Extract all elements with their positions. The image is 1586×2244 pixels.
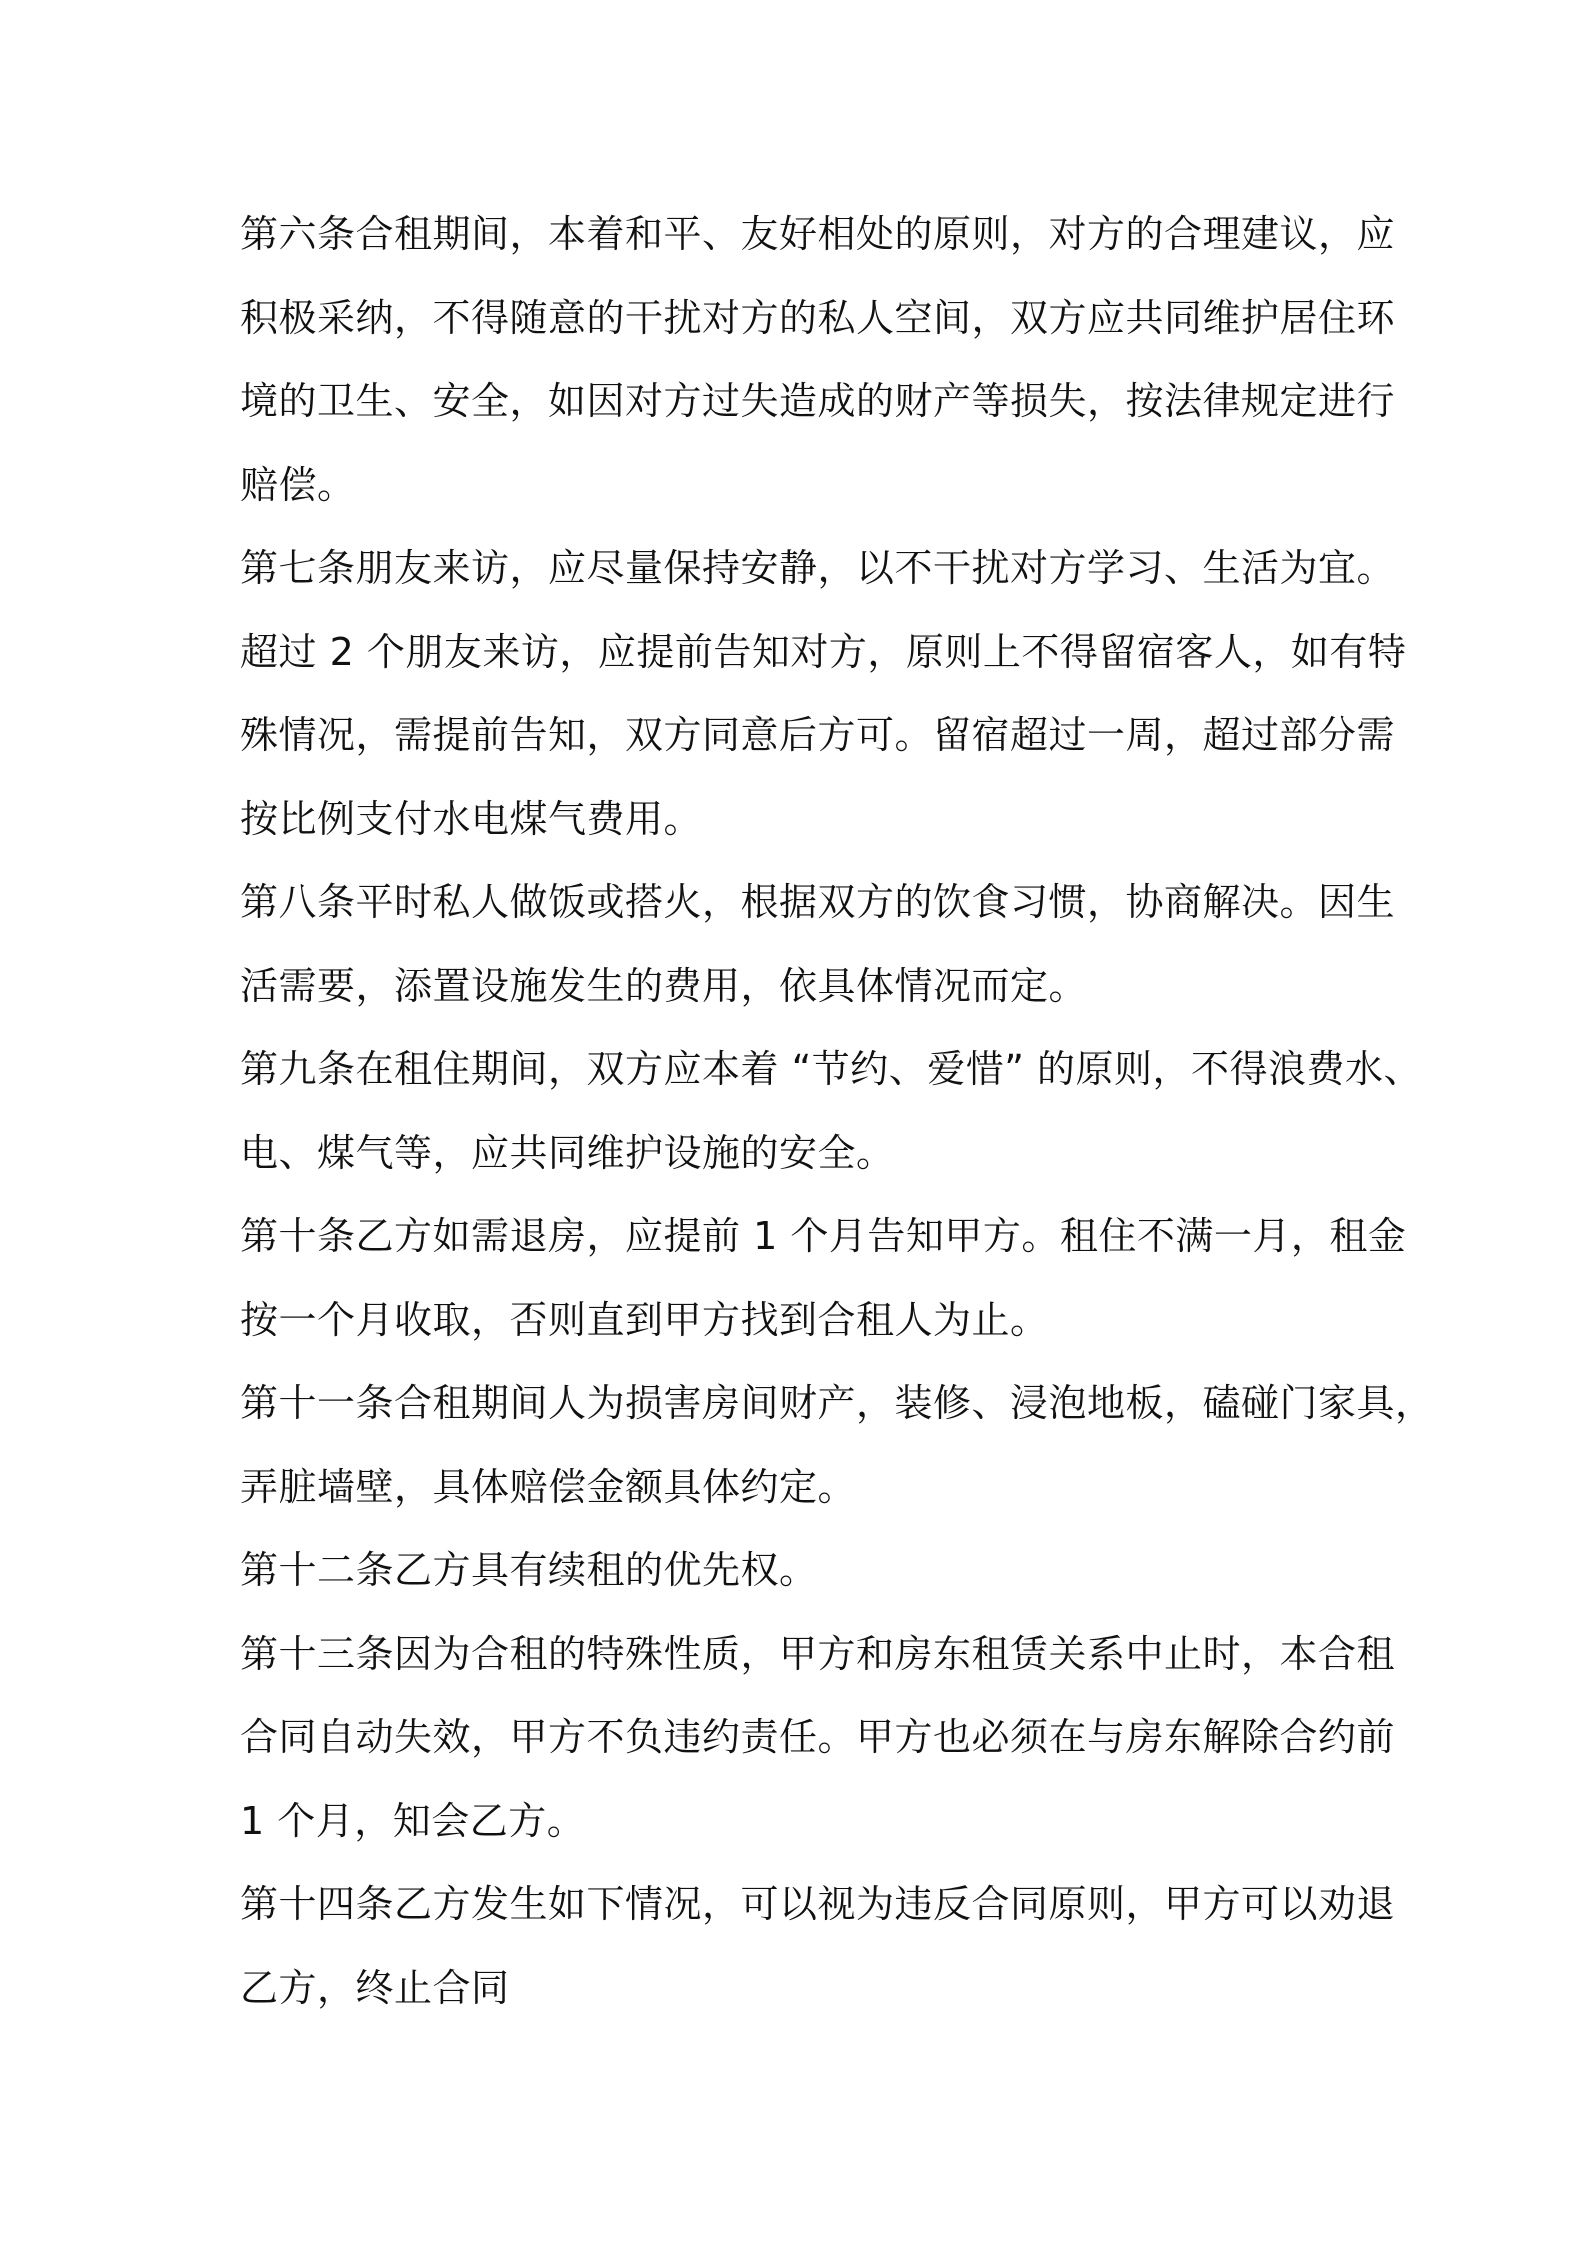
text-line: 第十四条乙方发生如下情况，可以视为违反合同原则，甲方可以劝退	[240, 1882, 1396, 1926]
document-body	[240, 193, 1434, 2030]
text-line: 第六条合租期间，本着和平、友好相处的原则，对方的合理建议，应	[240, 212, 1396, 256]
text-line: 第十三条因为合租的特殊性质，甲方和房东租赁关系中止时，本合租	[240, 1631, 1396, 1676]
text-line: 第十条乙方如需退房，应提前 1 个月告知甲方。租住不满一月，租金	[240, 1214, 1407, 1258]
clause-6	[240, 193, 1396, 527]
text-line: 弄脏墙壁，具体赔偿金额具体约定。	[240, 1464, 857, 1509]
clause-14	[240, 1863, 1396, 2030]
clause-11	[240, 1362, 1434, 1529]
clause-8	[240, 861, 1396, 1028]
clause-13	[240, 1613, 1396, 1864]
text-line: 按比例支付水电煤气费用。	[240, 796, 703, 841]
text-line: 活需要，添置设施发生的费用，依具体情况而定。	[240, 963, 1088, 1008]
text-line: 赔偿。	[240, 462, 356, 507]
text-line: 第十二条乙方具有续租的优先权。	[240, 1548, 818, 1592]
text-line: 第八条平时私人做饭或搭火，根据双方的饮食习惯，协商解决。因生	[240, 880, 1396, 924]
text-line: 殊情况，需提前告知，双方同意后方可。留宿超过一周，超过部分需	[240, 713, 1396, 757]
clause-10	[240, 1195, 1407, 1362]
text-line: 按一个月收取，否则直到甲方找到合租人为止。	[240, 1297, 1049, 1342]
text-line: 电、煤气等，应共同维护设施的安全。	[240, 1130, 895, 1175]
text-line: 境的卫生、安全，如因对方过失造成的财产等损失，按法律规定进行	[240, 379, 1396, 423]
clause-9	[240, 1028, 1423, 1195]
text-line: 第十一条合租期间人为损害房间财产，装修、浸泡地板，磕碰门家具，	[240, 1381, 1434, 1425]
text-line: 合同自动失效，甲方不负违约责任。甲方也必须在与房东解除合约前	[240, 1715, 1396, 1759]
text-line: 积极采纳，不得随意的干扰对方的私人空间，双方应共同维护居住环	[240, 295, 1396, 340]
text-line: 第九条在租住期间，双方应本着 “节约、爱惜” 的原则，不得浪费水、	[240, 1047, 1423, 1091]
text-line: 超过 2 个朋友来访，应提前告知对方，原则上不得留宿客人，如有特	[240, 629, 1407, 674]
clause-7	[240, 527, 1407, 861]
clause-12	[240, 1529, 1358, 1613]
text-line: 第七条朋友来访，应尽量保持安静，以不干扰对方学习、生活为宜。	[240, 546, 1396, 590]
text-line: 乙方，终止合同	[240, 1965, 510, 2010]
text-line: 1 个月，知会乙方。	[240, 1798, 586, 1843]
